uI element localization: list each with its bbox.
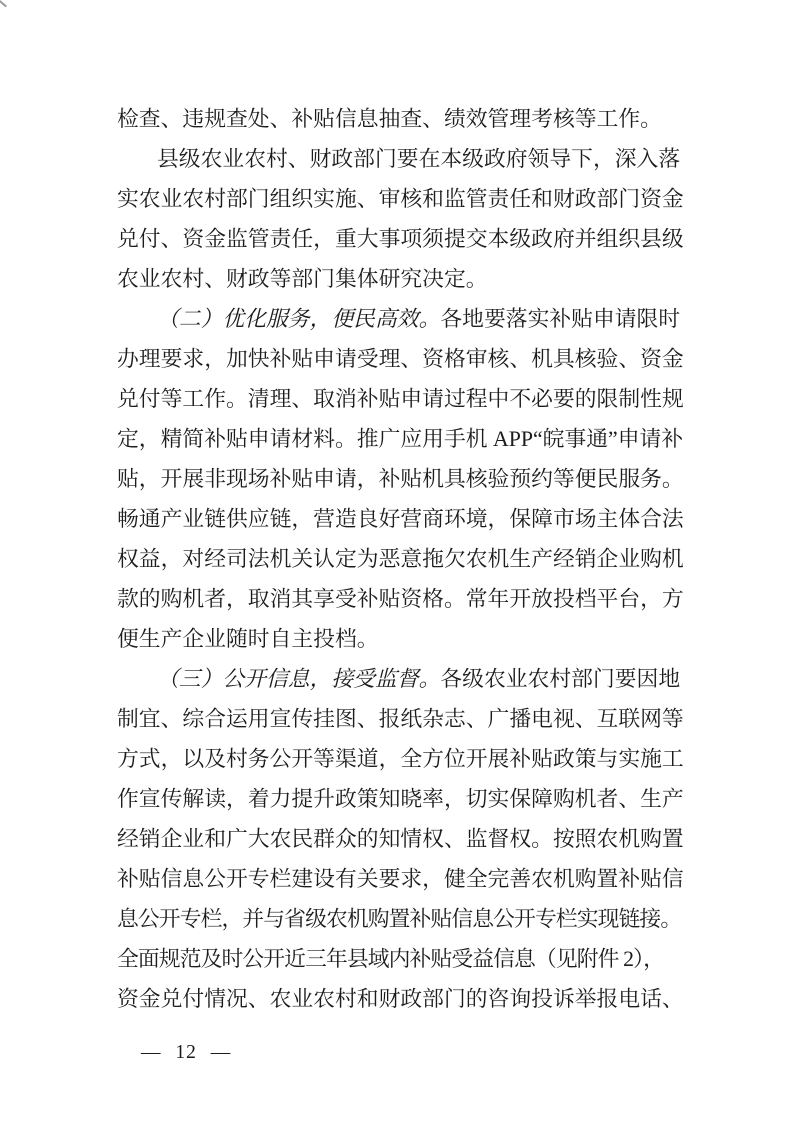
scan-artifact: [0, 0, 7, 7]
text-line: [117, 899, 689, 939]
body-text: 兑付等工作。清理、取消补贴申请过程中不必要的限制性规: [117, 387, 684, 411]
body-text: 方式，以及村务公开等渠道，全方位开展补贴政策与实施工: [117, 747, 684, 771]
text-line: [117, 579, 689, 619]
text-line: [117, 499, 689, 539]
body-text: 全面规范及时公开近三年县域内补贴受益信息（见附件 2），: [117, 947, 664, 971]
body-text: 制宜、综合运用宣传挂图、报纸杂志、广播电视、互联网等: [117, 707, 684, 731]
section-heading: （三）公开信息，接受监督。: [157, 667, 441, 691]
text-line: [117, 179, 689, 219]
body-text: 各地要落实补贴申请限时: [440, 307, 681, 331]
text-line: [117, 619, 689, 659]
page-footer: [141, 1040, 231, 1066]
text-line: [117, 219, 689, 259]
body-text: 贴，开展非现场补贴申请，补贴机具核验预约等便民服务。: [117, 467, 684, 491]
body-text: 农业农村、财政等部门集体研究决定。: [117, 267, 488, 291]
text-line: [117, 699, 689, 739]
body-text: 补贴信息公开专栏建设有关要求，健全完善农机购置补贴信: [117, 867, 684, 891]
text-line: [117, 299, 689, 339]
body-text: 作宣传解读，着力提升政策知晓率，切实保障购机者、生产: [117, 787, 684, 811]
text-line: [117, 539, 689, 579]
body-text: 畅通产业链供应链，营造良好营商环境，保障市场主体合法: [117, 507, 684, 531]
text-line: [117, 379, 689, 419]
body-text: 息公开专栏，并与省级农机购置补贴信息公开专栏实现链接。: [117, 907, 682, 931]
section-heading: （二）优化服务，便民高效。: [157, 307, 441, 331]
body-text: 检查、违规查处、补贴信息抽查、绩效管理考核等工作。: [117, 107, 662, 131]
body-text: 县级农业农村、财政部门要在本级政府领导下，深入落: [157, 147, 681, 171]
text-line: [117, 259, 689, 299]
text-line: [117, 779, 689, 819]
body-text: 兑付、资金监管责任，重大事项须提交本级政府并组织县级: [117, 227, 684, 251]
body-text: 款的购机者，取消其享受补贴资格。常年开放投档平台，方: [117, 587, 684, 611]
body-text: 权益，对经司法机关认定为恶意拖欠农机生产经销企业购机: [117, 547, 684, 571]
text-line: [117, 939, 689, 979]
body-text: 资金兑付情况、农业农村和财政部门的咨询投诉举报电话、: [117, 987, 684, 1011]
text-line: [117, 459, 689, 499]
text-line: [117, 979, 689, 1019]
text-line: [117, 819, 689, 859]
text-line: [117, 339, 689, 379]
text-line: [117, 659, 689, 699]
text-line: [117, 739, 689, 779]
body-text: 定，精简补贴申请材料。推广应用手机 APP“皖事通”申请补: [117, 427, 684, 451]
body-text: 各级农业农村部门要因地: [440, 667, 681, 691]
page-number: — 12 —: [141, 1042, 232, 1063]
document-body: [117, 99, 689, 1019]
body-text: 办理要求，加快补贴申请受理、资格审核、机具核验、资金: [117, 347, 684, 371]
text-line: [117, 99, 689, 139]
text-line: [117, 859, 689, 899]
body-text: 实农业农村部门组织实施、审核和监管责任和财政部门资金: [117, 187, 684, 211]
text-line: [117, 139, 689, 179]
text-line: [117, 419, 689, 459]
body-text: 经销企业和广大农民群众的知情权、监督权。按照农机购置: [117, 827, 684, 851]
body-text: 便生产企业随时自主投档。: [117, 627, 379, 651]
